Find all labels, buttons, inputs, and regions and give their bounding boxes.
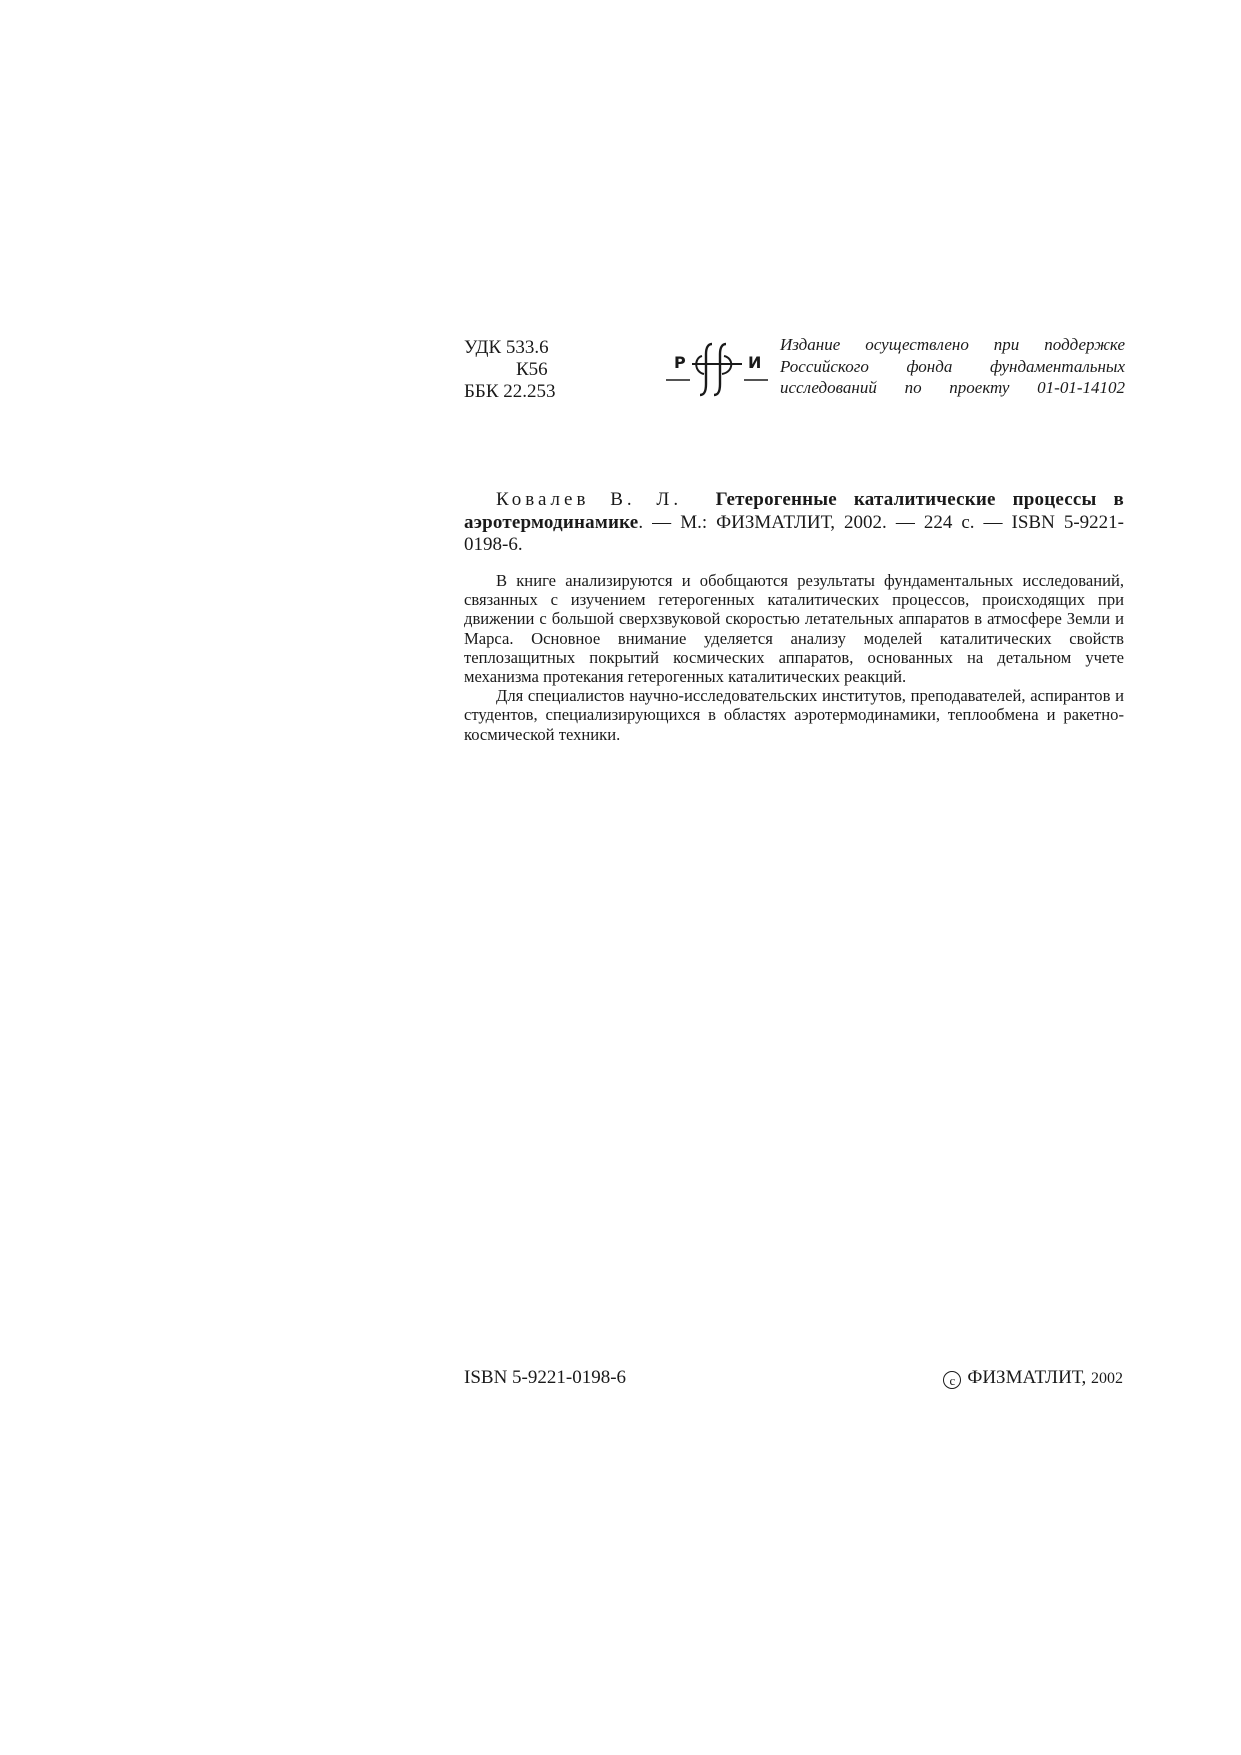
book-imprint: . — М.: ФИЗМАТЛИТ, 2002. — 224 с. — ISBN 5-9221-0198-6. (464, 511, 1124, 555)
classification-block (464, 337, 556, 403)
annotation (464, 571, 1124, 744)
bibliographic-reference (464, 489, 1124, 557)
support-note-line: Российского фонда фундаментальных (780, 356, 1125, 376)
publisher-name: ФИЗМАТЛИТ, (967, 1367, 1087, 1388)
copyright-year: 2002 (1091, 1370, 1123, 1387)
footer-isbn: ISBN 5-9221-0198-6 (464, 1367, 627, 1388)
author-mark: К56 (516, 359, 548, 380)
support-note-line: исследований по проекту 01-01-14102 (780, 378, 1125, 397)
book-title: Гетерогенные каталитические процессы в аэротермодинамике (464, 489, 1125, 533)
logo-letter-r: Р (674, 353, 686, 372)
bbk-code: ББК 22.253 (464, 381, 556, 402)
book-author: Ковалев В. Л. (496, 489, 683, 510)
udk-code: УДК 533.6 (464, 337, 549, 358)
rffi-logo (664, 340, 770, 398)
logo-letter-i: И (748, 353, 762, 372)
copyright-icon: c (943, 1371, 961, 1389)
support-note (780, 334, 1125, 399)
footer-copyright (943, 1367, 1123, 1390)
annotation-paragraph: Для специалистов научно-исследовательских институтов, преподавателей, аспирантов и студентов, специализирующихся в областях аэротермодинамики, теплообмена и ракетно-космической техники. (464, 686, 1124, 744)
annotation-paragraph: В книге анализируются и обобщаются результаты фундаментальных исследований, связанных с изучением гетерогенных каталитических процессов, происходящих при движении с большой сверхзвуковой скоростью летательных аппаратов в атмосфере Земли и Марса. Основное внимание уделяется анализу моделей каталитических свойств теплозащитных покрытий космических аппаратов, основанных на детальном учете механизма протекания гетерогенных каталитических реакций. (464, 571, 1124, 687)
support-note-line: Издание осуществлено при поддержке (780, 335, 1125, 354)
